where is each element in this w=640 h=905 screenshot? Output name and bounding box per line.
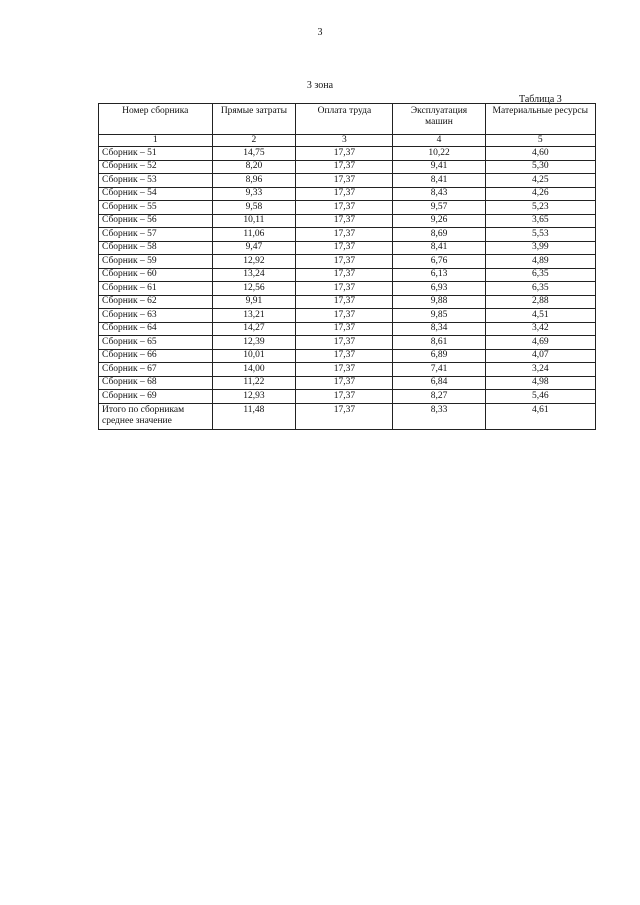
cell-labor-payment: 17,37 (296, 390, 393, 404)
column-number: 5 (485, 135, 595, 147)
cell-direct-costs: 9,58 (212, 201, 296, 215)
table-row (99, 268, 596, 282)
total-direct-costs: 11,48 (212, 403, 296, 429)
cell-machine-operation: 8,61 (393, 336, 485, 350)
header-labor-payment: Оплата труда (296, 104, 393, 135)
cell-direct-costs: 12,39 (212, 336, 296, 350)
cell-direct-costs: 9,47 (212, 241, 296, 255)
table-row (99, 376, 596, 390)
cell-material-resources: 3,99 (485, 241, 595, 255)
cell-labor-payment: 17,37 (296, 363, 393, 377)
header-direct-costs: Прямые затраты (212, 104, 296, 135)
cell-material-resources: 4,98 (485, 376, 595, 390)
cell-labor-payment: 17,37 (296, 201, 393, 215)
cell-collection-name: Сборник – 63 (99, 309, 213, 323)
cell-machine-operation: 8,34 (393, 322, 485, 336)
cell-material-resources: 6,35 (485, 268, 595, 282)
cell-direct-costs: 14,75 (212, 147, 296, 161)
cell-direct-costs: 8,96 (212, 174, 296, 188)
cell-machine-operation: 6,76 (393, 255, 485, 269)
header-machine-operation: Эксплуатация машин (393, 104, 485, 135)
cell-labor-payment: 17,37 (296, 255, 393, 269)
cell-labor-payment: 17,37 (296, 228, 393, 242)
cell-labor-payment: 17,37 (296, 282, 393, 296)
cell-material-resources: 2,88 (485, 295, 595, 309)
cell-collection-name: Сборник – 62 (99, 295, 213, 309)
cell-machine-operation: 8,43 (393, 187, 485, 201)
table-row (99, 147, 596, 161)
total-material-resources: 4,61 (485, 403, 595, 429)
cell-material-resources: 5,46 (485, 390, 595, 404)
cell-collection-name: Сборник – 58 (99, 241, 213, 255)
cell-collection-name: Сборник – 59 (99, 255, 213, 269)
cell-direct-costs: 14,00 (212, 363, 296, 377)
cell-collection-name: Сборник – 66 (99, 349, 213, 363)
cell-labor-payment: 17,37 (296, 295, 393, 309)
cell-material-resources: 3,24 (485, 363, 595, 377)
header-row (99, 104, 596, 135)
cell-material-resources: 6,35 (485, 282, 595, 296)
cell-labor-payment: 17,37 (296, 214, 393, 228)
cell-direct-costs: 10,01 (212, 349, 296, 363)
cell-collection-name: Сборник – 52 (99, 160, 213, 174)
cell-direct-costs: 11,22 (212, 376, 296, 390)
table-row (99, 336, 596, 350)
table-row (99, 282, 596, 296)
table-row (99, 228, 596, 242)
cell-material-resources: 4,51 (485, 309, 595, 323)
cell-collection-name: Сборник – 57 (99, 228, 213, 242)
cell-direct-costs: 11,06 (212, 228, 296, 242)
table-row (99, 390, 596, 404)
total-labor-payment: 17,37 (296, 403, 393, 429)
total-label (99, 403, 213, 429)
page-number: 3 (317, 27, 323, 38)
cell-material-resources: 3,65 (485, 214, 595, 228)
cell-material-resources: 3,42 (485, 322, 595, 336)
table-row (99, 255, 596, 269)
cell-collection-name: Сборник – 64 (99, 322, 213, 336)
header-collection-number: Номер сборника (99, 104, 213, 135)
cell-collection-name: Сборник – 51 (99, 147, 213, 161)
cell-direct-costs: 14,27 (212, 322, 296, 336)
cell-direct-costs: 9,91 (212, 295, 296, 309)
cell-machine-operation: 9,41 (393, 160, 485, 174)
total-machine-operation: 8,33 (393, 403, 485, 429)
cell-material-resources: 4,89 (485, 255, 595, 269)
data-table (98, 103, 596, 430)
cell-direct-costs: 9,33 (212, 187, 296, 201)
cell-labor-payment: 17,37 (296, 309, 393, 323)
cell-machine-operation: 9,57 (393, 201, 485, 215)
cell-collection-name: Сборник – 55 (99, 201, 213, 215)
cell-direct-costs: 12,93 (212, 390, 296, 404)
cell-machine-operation: 7,41 (393, 363, 485, 377)
cell-collection-name: Сборник – 67 (99, 363, 213, 377)
total-row (99, 403, 596, 429)
cell-collection-name: Сборник – 65 (99, 336, 213, 350)
cell-material-resources: 5,30 (485, 160, 595, 174)
cell-collection-name: Сборник – 60 (99, 268, 213, 282)
total-label-line1: Итого по сборникам (102, 404, 185, 415)
column-number: 1 (99, 135, 213, 147)
cell-machine-operation: 8,41 (393, 174, 485, 188)
cell-labor-payment: 17,37 (296, 147, 393, 161)
table-row (99, 214, 596, 228)
cell-direct-costs: 12,56 (212, 282, 296, 296)
cell-collection-name: Сборник – 56 (99, 214, 213, 228)
cell-machine-operation: 9,85 (393, 309, 485, 323)
cell-direct-costs: 13,24 (212, 268, 296, 282)
table-row (99, 201, 596, 215)
cell-collection-name: Сборник – 54 (99, 187, 213, 201)
cell-collection-name: Сборник – 53 (99, 174, 213, 188)
cell-material-resources: 5,23 (485, 201, 595, 215)
cell-labor-payment: 17,37 (296, 376, 393, 390)
table-row (99, 241, 596, 255)
cell-machine-operation: 6,84 (393, 376, 485, 390)
cell-labor-payment: 17,37 (296, 268, 393, 282)
cell-machine-operation: 10,22 (393, 147, 485, 161)
cell-material-resources: 4,60 (485, 147, 595, 161)
table-row (99, 309, 596, 323)
cell-direct-costs: 12,92 (212, 255, 296, 269)
cell-material-resources: 4,69 (485, 336, 595, 350)
table-row (99, 174, 596, 188)
cell-collection-name: Сборник – 61 (99, 282, 213, 296)
table-row (99, 363, 596, 377)
table-caption: Таблица 3 (519, 94, 562, 105)
table-row (99, 187, 596, 201)
cell-labor-payment: 17,37 (296, 349, 393, 363)
table-body (99, 135, 596, 430)
cell-machine-operation: 6,89 (393, 349, 485, 363)
column-number: 4 (393, 135, 485, 147)
cell-labor-payment: 17,37 (296, 187, 393, 201)
cell-machine-operation: 6,93 (393, 282, 485, 296)
cell-machine-operation: 8,41 (393, 241, 485, 255)
table-row (99, 349, 596, 363)
cell-machine-operation: 6,13 (393, 268, 485, 282)
cell-direct-costs: 10,11 (212, 214, 296, 228)
cell-direct-costs: 13,21 (212, 309, 296, 323)
cell-collection-name: Сборник – 68 (99, 376, 213, 390)
cell-labor-payment: 17,37 (296, 174, 393, 188)
cell-material-resources: 5,53 (485, 228, 595, 242)
table-row (99, 160, 596, 174)
cell-labor-payment: 17,37 (296, 241, 393, 255)
cell-machine-operation: 8,69 (393, 228, 485, 242)
column-number: 2 (212, 135, 296, 147)
cell-machine-operation: 9,26 (393, 214, 485, 228)
cell-labor-payment: 17,37 (296, 322, 393, 336)
cell-material-resources: 4,25 (485, 174, 595, 188)
column-number-row (99, 135, 596, 147)
cell-material-resources: 4,07 (485, 349, 595, 363)
cell-direct-costs: 8,20 (212, 160, 296, 174)
cell-labor-payment: 17,37 (296, 336, 393, 350)
cell-machine-operation: 8,27 (393, 390, 485, 404)
cell-labor-payment: 17,37 (296, 160, 393, 174)
cell-collection-name: Сборник – 69 (99, 390, 213, 404)
header-material-resources: Материальные ресурсы (485, 104, 595, 135)
zone-title: 3 зона (306, 80, 334, 91)
column-number: 3 (296, 135, 393, 147)
total-label-line2: среднее значение (102, 415, 172, 426)
cell-material-resources: 4,26 (485, 187, 595, 201)
cell-machine-operation: 9,88 (393, 295, 485, 309)
table-row (99, 295, 596, 309)
table-row (99, 322, 596, 336)
